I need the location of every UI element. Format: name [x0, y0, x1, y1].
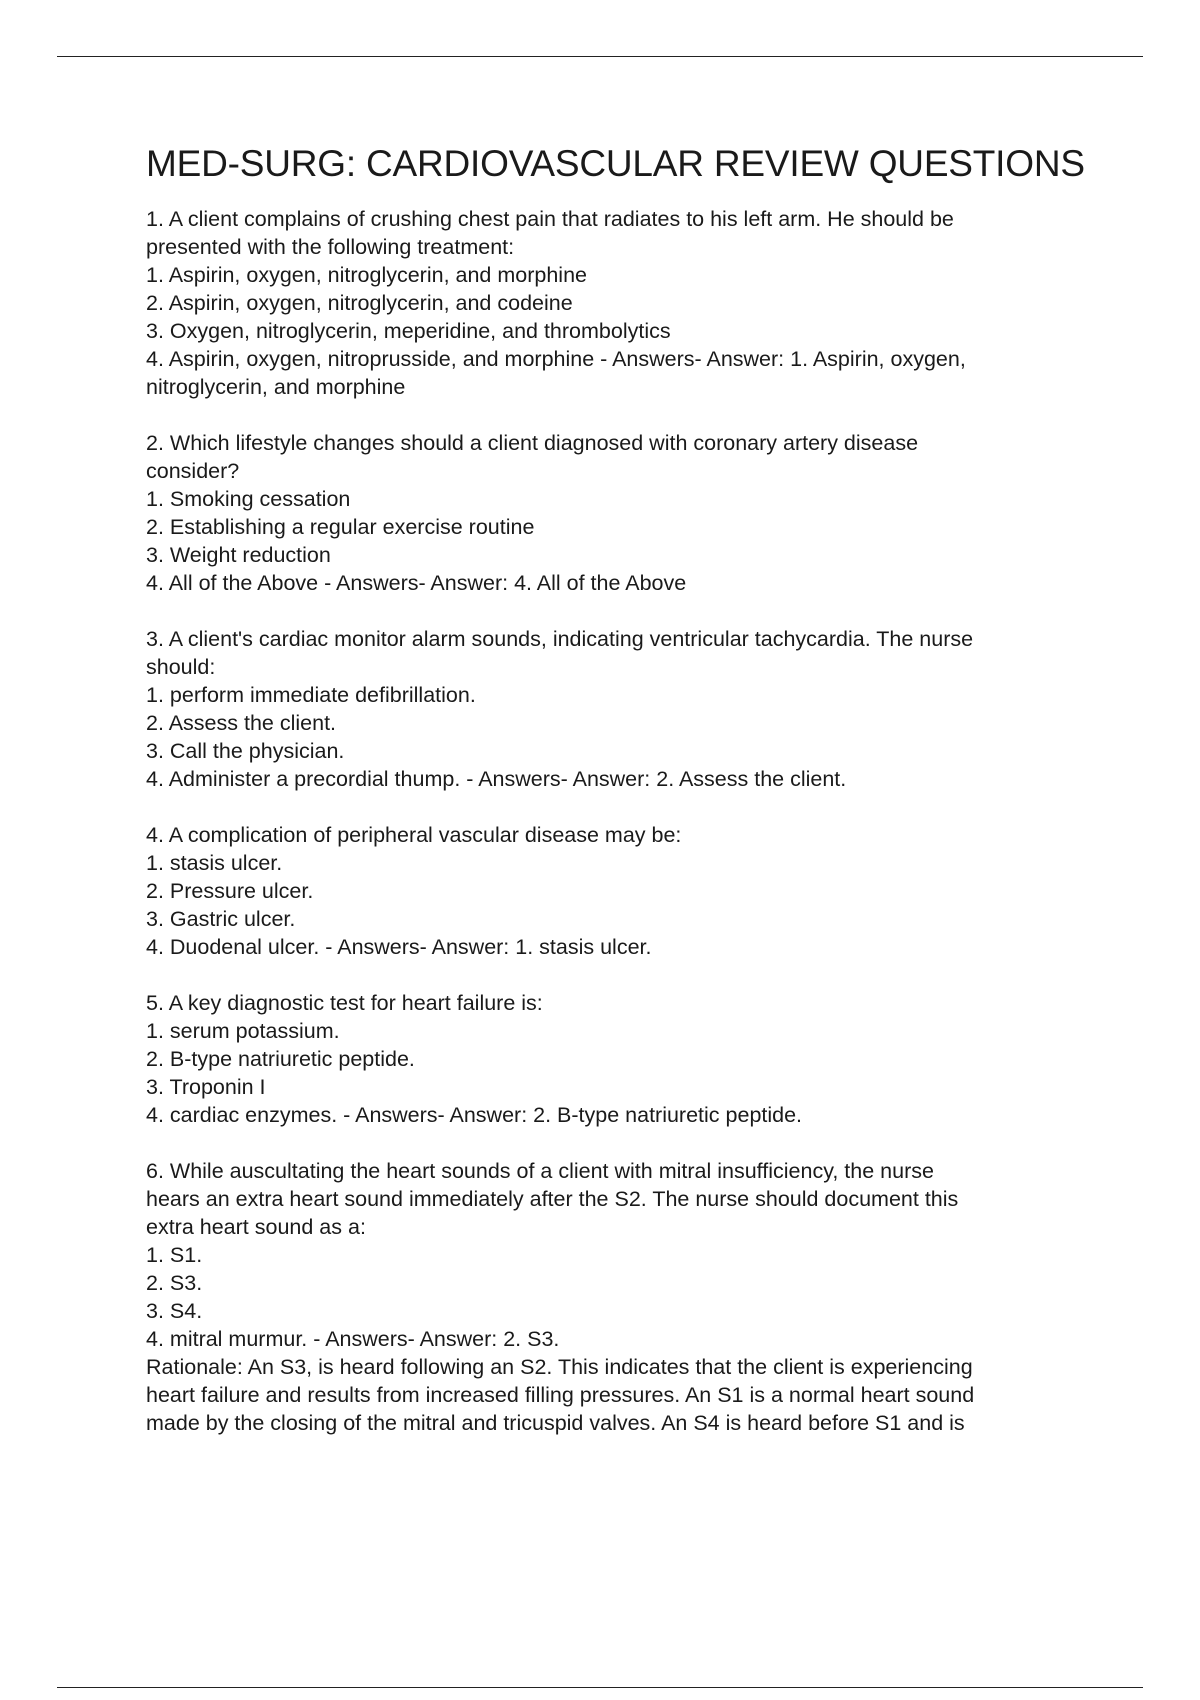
question-line: 4. A complication of peripheral vascular disease may be:: [146, 823, 682, 847]
answer-option: 2. Aspirin, oxygen, nitroglycerin, and codeine: [146, 291, 573, 315]
answer-text: nitroglycerin, and morphine: [146, 375, 406, 399]
question-line: 6. While auscultating the heart sounds of a client with mitral insufficiency, the nurse: [146, 1159, 934, 1183]
answer-option: 1. Aspirin, oxygen, nitroglycerin, and morphine: [146, 263, 587, 287]
answer-option: 4. Duodenal ulcer. - Answers- Answer: 1. stasis ulcer.: [146, 935, 652, 959]
question-5: [146, 989, 1086, 1129]
answer-option: 4. cardiac enzymes. - Answers- Answer: 2. B-type natriuretic peptide.: [146, 1103, 803, 1127]
answer-option: 3. Gastric ulcer.: [146, 907, 296, 931]
rationale-text: made by the closing of the mitral and tricuspid valves. An S4 is heard before S1 and is: [146, 1411, 965, 1435]
answer-option: 4. All of the Above - Answers- Answer: 4. All of the Above: [146, 571, 687, 595]
answer-option: 3. Troponin I: [146, 1075, 266, 1099]
question-line: 3. A client's cardiac monitor alarm sounds, indicating ventricular tachycardia. The nurse: [146, 627, 974, 651]
question-line: hears an extra heart sound immediately after the S2. The nurse should document this: [146, 1187, 959, 1211]
question-line: should:: [146, 655, 216, 679]
answer-option: 1. serum potassium.: [146, 1019, 340, 1043]
answer-option: 2. S3.: [146, 1271, 203, 1295]
rationale-text: heart failure and results from increased filling pressures. An S1 is a normal heart sound: [146, 1383, 975, 1407]
question-line: consider?: [146, 459, 240, 483]
question-line: 2. Which lifestyle changes should a client diagnosed with coronary artery disease: [146, 431, 919, 455]
answer-option: 2. B-type natriuretic peptide.: [146, 1047, 415, 1071]
question-line: 5. A key diagnostic test for heart failure is:: [146, 991, 543, 1015]
bottom-rule: [57, 1687, 1143, 1688]
answer-option: 4. Aspirin, oxygen, nitroprusside, and morphine - Answers- Answer: 1. Aspirin, oxygen,: [146, 347, 966, 371]
question-1: [146, 205, 1086, 401]
answer-option: 1. perform immediate defibrillation.: [146, 683, 476, 707]
document-body: [146, 140, 1086, 1465]
question-6: [146, 1157, 1086, 1437]
answer-option: 4. Administer a precordial thump. - Answers- Answer: 2. Assess the client.: [146, 767, 847, 791]
answer-option: 3. Call the physician.: [146, 739, 345, 763]
answer-option: 3. S4.: [146, 1299, 203, 1323]
answer-option: 1. stasis ulcer.: [146, 851, 283, 875]
question-2: [146, 429, 1086, 597]
question-line: 1. A client complains of crushing chest pain that radiates to his left arm. He should be: [146, 207, 954, 231]
page-title: MED-SURG: CARDIOVASCULAR REVIEW QUESTIONS: [146, 143, 1085, 184]
rationale-text: Rationale: An S3, is heard following an S2. This indicates that the client is experiencing: [146, 1355, 973, 1379]
question-line: presented with the following treatment:: [146, 235, 515, 259]
answer-option: 1. S1.: [146, 1243, 203, 1267]
question-line: extra heart sound as a:: [146, 1215, 366, 1239]
answer-option: 2. Establishing a regular exercise routine: [146, 515, 535, 539]
question-3: [146, 625, 1086, 793]
answer-option: 3. Oxygen, nitroglycerin, meperidine, and thrombolytics: [146, 319, 671, 343]
answer-option: 2. Pressure ulcer.: [146, 879, 314, 903]
top-rule: [57, 56, 1143, 57]
answer-option: 3. Weight reduction: [146, 543, 331, 567]
answer-option: 4. mitral murmur. - Answers- Answer: 2. S3.: [146, 1327, 560, 1351]
question-4: [146, 821, 1086, 961]
answer-option: 1. Smoking cessation: [146, 487, 351, 511]
answer-option: 2. Assess the client.: [146, 711, 337, 735]
